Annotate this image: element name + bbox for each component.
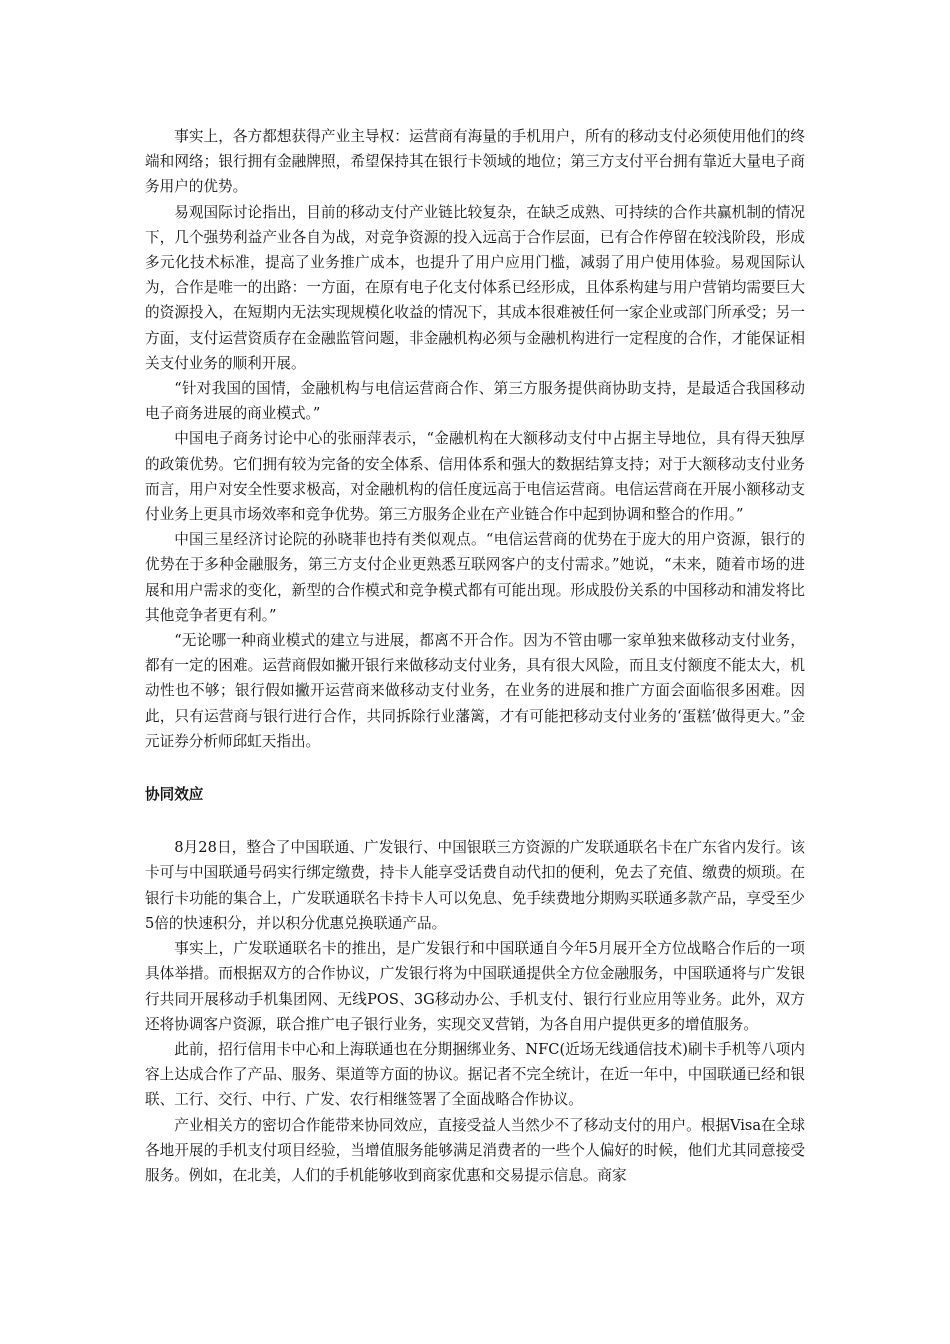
spacer (145, 807, 805, 835)
paragraph: 中国电子商务讨论中心的张丽萍表示，“金融机构在大额移动支付中占据主导地位，具有得天独厚的政策优势。它们拥有较为完备的安全体系、信用体系和强大的数据结算支持；对于大额移动支付业务而言，用户对安全性要求极高，对金融机构的信任度远高于电信运营商。电信运营商在开展小额移动支付业务上更具市场效率和竞争优势。第三方服务企业在产业链合作中起到协调和整合的作用。” (145, 430, 805, 524)
section-synergy (145, 835, 805, 1188)
section-market-competition (145, 124, 805, 754)
paragraph: “针对我国的国情，金融机构与电信运营商合作、第三方服务提供商协助支持，是最适合我国移动电子商务进展的商业模式。” (145, 380, 805, 423)
paragraph: “无论哪一种商业模式的建立与进展，都离不开合作。因为不管由哪一家单独来做移动支付业务，都有一定的困难。运营商假如撇开银行来做移动支付业务，具有很大风险，而且支付额度不能太大，机动性也不够；银行假如撇开运营商来做移动支付业务，在业务的进展和推广方面会面临很多困难。因此，只有运营商与银行进行合作，共同拆除行业藩篱，才有可能把移动支付业务的‘蛋糕’做得更大。”金元证券分析师邱虹天指出。 (145, 632, 805, 750)
paragraph: 此前，招行信用卡中心和上海联通也在分期捆绑业务、NFC(近场无线通信技术)刷卡手机等八项内容上达成合作了产品、服务、渠道等方面的协议。据记者不完全统计，在近一年中，中国联通已经和银联、工行、交行、中行、广发、农行相继签署了全面战略合作协议。 (145, 1040, 805, 1109)
paragraph: 易观国际讨论指出，目前的移动支付产业链比较复杂，在缺乏成熟、可持续的合作共赢机制的情况下，几个强势利益产业各自为战，对竞争资源的投入远高于合作层面，已有合作停留在较浅阶段，形成多元化技术标准，提高了业务推广成本，也提升了用户应用门槛，减弱了用户使用体验。易观国际认为，合作是唯一的出路：一方面，在原有电子化支付体系已经形成，且体系构建与用户营销均需要巨大的资源投入，在短期内无法实现规模化收益的情况下，其成本很难被任何一家企业或部门所承受；另一方面，支付运营资质存在金融监管问题，非金融机构必须与金融机构进行一定程度的合作，才能保证相关支付业务的顺利开展。 (145, 203, 805, 372)
paragraph: 事实上，各方都想获得产业主导权：运营商有海量的手机用户，所有的移动支付必须使用他们的终端和网络；银行拥有金融牌照，希望保持其在银行卡领域的地位；第三方支付平台拥有靠近大量电子商务用户的优势。 (145, 128, 805, 196)
paragraph: 产业相关方的密切合作能带来协同效应，直接受益人当然少不了移动支付的用户。根据Visa在全球各地开展的手机支付项目经验，当增值服务能够满足消费者的一些个人偏好的时候，他们尤其同意接受服务。例如，在北美，人们的手机能够收到商家优惠和交易提示信息。商家 (145, 1116, 805, 1184)
paragraph: 中国三星经济讨论院的孙晓菲也持有类似观点。“电信运营商的优势在于庞大的用户资源，银行的优势在于多种金融服务，第三方支付企业更熟悉互联网客户的支付需求。”她说，“未来，随着市场的进展和用户需求的变化，新型的合作模式和竞争模式都有可能出现。形成股份关系的中国移动和浦发将比其他竞争者更有利。” (145, 531, 805, 624)
section-heading: 协同效应 (145, 786, 204, 804)
paragraph: 事实上，广发联通联名卡的推出，是广发银行和中国联通自今年5月展开全方位战略合作后的一项具体举措。而根据双方的合作协议，广发银行将为中国联通提供全方位金融服务，中国联通将与广发银行共同开展移动手机集团网、无线POS、3G移动办公、手机支付、银行行业应用等业务。此外，双方还将协调客户资源，联合推广电子银行业务，实现交叉营销，为各自用户提供更多的增值服务。 (145, 940, 805, 1033)
spacer (145, 754, 805, 782)
document-page (145, 124, 805, 1188)
paragraph: 8月28日，整合了中国联通、广发银行、中国银联三方资源的广发联通联名卡在广东省内发行。该卡可与中国联通号码实行绑定缴费，持卡人能享受话费自动代扣的便利，免去了充值、缴费的烦琐。在银行卡功能的集合上，广发联通联名卡持卡人可以免息、免手续费地分期购买联通多款产品，享受至少5倍的快速积分，并以积分优惠兑换联通产品。 (145, 839, 805, 932)
